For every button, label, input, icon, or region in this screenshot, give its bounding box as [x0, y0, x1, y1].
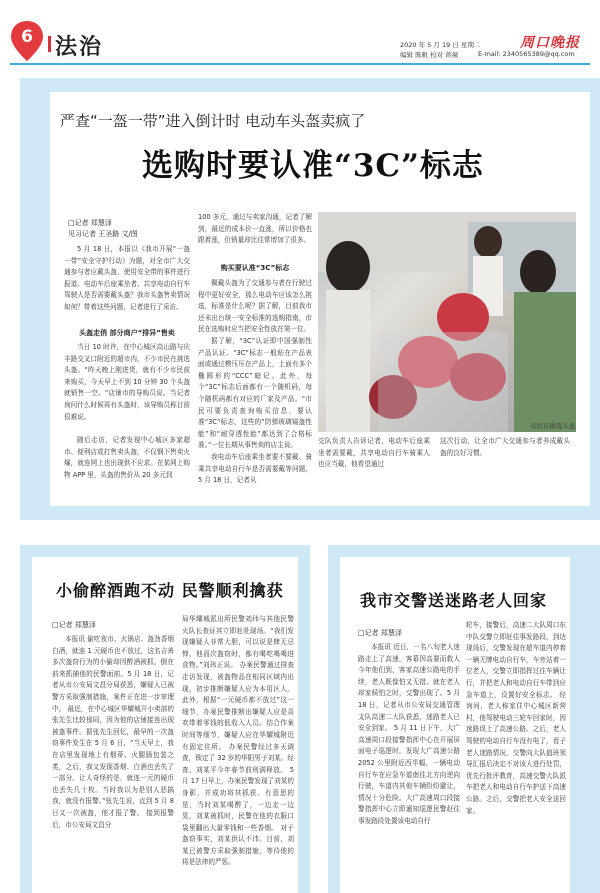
paragraph: 据了解，“3C”认证即中国强制性产品认证。“3C”标志一般贴在产品表面或通过模压压在产品上，上面有多个椭圆形的“CCC”暗记。此外，每个“3C”标志后面都有一个随机码，每个随机码都有对应的厂家及产品。“市民可要负责查询购买信息，要认准“3C”标志，这些的“防弹玻璃镜盔性能”和“耐穿透性能”都达到了合格标准。”一位长期从事售卖的店主说。: [198, 337, 312, 450]
paragraph: 当日 10 时许，在中心城区高山路与庆丰路交叉口附近的超市内，不少市民在挑选头盔。“昨天晚上刚进货，就有不少市民前来购买，今天早上不到 10 分钟 30 个头盔就销售一空。“店铺市的导购员说。当记者询问什么时候再有头盔时，该导购员称目前很难说。: [64, 343, 190, 421]
top-story-kicker: 严查“一盔一带”进入倒计时 电动车头盔卖疯了: [60, 112, 366, 130]
photo-caption: 市民在挑选头盔: [530, 422, 576, 430]
page-number: 6: [21, 27, 33, 47]
newspaper-logo: 周口晚报: [520, 35, 580, 51]
paragraph: 我电动车后座乘坐者要不要戴、骑乘共享电动自行车是否需要戴等问题，5 月 18 日，记者从: [198, 453, 312, 485]
paragraph: 5 月 18 日，本报以《我市开展“一盔一带”安全守护行动》为题，对全市广大交通参与者应戴头盔、使用安全带的事件进行报道。电动车后座乘坐者、共享电动自行车驾驶人是否需要戴头盔？我市头盔售卖情况如何？带着这些问题，记者进行了采访。: [64, 245, 190, 311]
bottom-right-headline: 我市交警送迷路老人回家: [360, 591, 548, 610]
email-line: E-mail: 2340565389@qq.com: [478, 50, 575, 58]
bottom-right-column-2: 轮车，接警后，高速二大队周口东中队交警立即赶往事发路段，到达现场后，交警发现在超车道内停着一辆无牌电动自行车，车旁站着一位老人，交警立即指挥过往车辆让行，并把老人和电动自行车带到应急车道上，设置好安全标志。 经询问，老人称家住中心城区新营村，他驾驶电动三轮车回家时，因迷路误上了高速公路。之后，老人驾驶的电动自行车没有电了，看子老人迷路情况，交警向大队值班领导汇报后决定不对该人进行处罚，优先行批评教育，高速交警大队派车把老人和电动自行车护送下高速公路。之后，交警把老人安全送回家。: [466, 621, 566, 815]
top-story-byline: □记者 郑慧泽: [68, 219, 112, 227]
paragraph: 100 多元，通过与卖家沟通，记者了解到，最近的成本价一直涨，所以价格也跟着涨，但销量却比往常增加了很多。: [198, 213, 312, 245]
subheading: 购买要认准“3C”标志: [220, 264, 290, 272]
header-rule: [10, 63, 590, 65]
subheading: 头盔走俏 部分商户“排异”售卖: [79, 329, 175, 337]
photo-illustration: [318, 212, 576, 432]
top-story-headline: 选购时要认准“3C”标志: [142, 148, 484, 184]
top-story-column-2: [198, 212, 312, 502]
bottom-left-column-2: 局华耀城派出所民警刘玮与其他民警火队长查证其立即赶赴现场。“我们发现嫌疑人非常大胆，可以说是肆无忌惮，他而次盔窃时，都有喝吃喝喝进食物。”刘玮正说。 办案民警通过排查走访发现，被盔物品在相同区域内出现，初步推断嫌疑人应为本用区人。此外，根据“一元硬币都不放过”这一细节，办案民警推断出嫌疑人应是喜欢带着零钱的低收入人员。结合作案时间等细节，嫌疑人应在华耀城附近有固定住所。 办案民警经过多天调查，锁定了 32 岁的华阳男子刘某。经查，刘某平今年春节前刑满释放。 5 月 17 日早上，办案民警发现了刘某的身影，并成功将其抓获。有意思的是，当时刘某喝醉了，一边走一边晃，刘某被抓时，民警在他的衣服口袋里翻出大量零钱和一些香烟。 对于盔窃事实，刘某供认不讳。目前，刘某已被警方采取强制措施，等待他的将是法律的严惩。: [182, 615, 294, 867]
bottom-left-headline: 小偷醉酒跑不动 民警顺利擒获: [56, 581, 284, 600]
top-story-column-1: [64, 244, 190, 502]
bottom-left-byline: □记者 郑慧泽: [52, 621, 96, 629]
helmet-shopping-photo: [318, 212, 576, 432]
bottom-right-byline: □记者 郑慧泽: [358, 629, 402, 637]
top-story-byline-2: 见习记者 王圣路 文/图: [68, 230, 138, 238]
section-accent-bar: [48, 36, 51, 52]
paragraph: 佩戴头盔为了交通参与者在行驶过程中更好安全，那么电动车应该怎么挑选，标准是什么呢？据了解，目前我市还未出台统一安全标准的选购指南，市民在选购时应当把安全性放在第一位。: [198, 279, 312, 334]
top-story-column-3: 交队负责人告诉记者，电动车后座乘坐者需要戴，共享电动自行车骑乘人也应当戴，他希望通过: [318, 437, 430, 469]
top-story-column-4: 这次行动，让全市广大交通参与者养成戴头盔的良好习惯。: [440, 437, 570, 457]
bottom-left-column-1: 本报讯 偷吃夜市、火锅店、盔劲香烟白酒，就连 1 元硬币也不放过，这名吉善多次盔窃行为的小偷却因醉酒被抓，倒在前来抓捕他的民警面前。5 月 18 日，记者从市公安局文昌分局获悉，嫌疑人已被警方采取强制措施，案件正在进一步审理中。 最近，在中心城区华耀城开小卖部的张先生比较郁闷，因为他的店铺接连出现被盔事件。据张先生回忆，最早的一次盔窃事件发生在 5 月 6 日，“当天早上，我在店里发现地上有烟蒂、火腿肠包装之类，之后，我又发现香烟、白酒也丢失了一部分。让人奇怪的是，就连一元的硬币也丢失几十枚。当时我以为是别人恶搞我，就没有报警。”张先生说，直到 5 月 8 日又一次被盔，他才报了警。 接到报警后，市公安局文昌分: [52, 635, 174, 829]
section-title: 法治: [55, 34, 104, 60]
edit-line: 编辑 陈帆 校对 蒋薇: [400, 51, 459, 59]
date-line: 2020 年 5 月 19 日 星期二: [400, 41, 481, 49]
bottom-right-column-1: 本报讯 近日，一名八旬老人迷路走上了高速，客幕因高要而救人今年他们到，客家高速公路电的手续，老人既像怕又无措。就在老人却家候怕之时，交警出现了。5 月 18 日，记者从市公安局交通管理支队高速二大队获悉，迷路老人已安全到家。 5 月 11 日下午，大广高速周口段接警指挥中心在开展屏面电子巡逻时，发现大广高速公路 2052 公里附近西半幅，一辆电动自行车在应急车道南往北方向逆向行驶，车道内其他车辆纷纷避让，情况十分危险。大广高速周口段接警指挥中心立即通知巡逻民警赶往事发路段处置该电动自行: [358, 643, 460, 825]
paragraph: 随后走访，记者发现中心城区多家超市、便利店或打售卖头盔，不仅钢下售卖火爆，就连网上也出现供不应求。在某网上购物 APP 里，头盔的售价从 20 多元到: [64, 436, 190, 479]
